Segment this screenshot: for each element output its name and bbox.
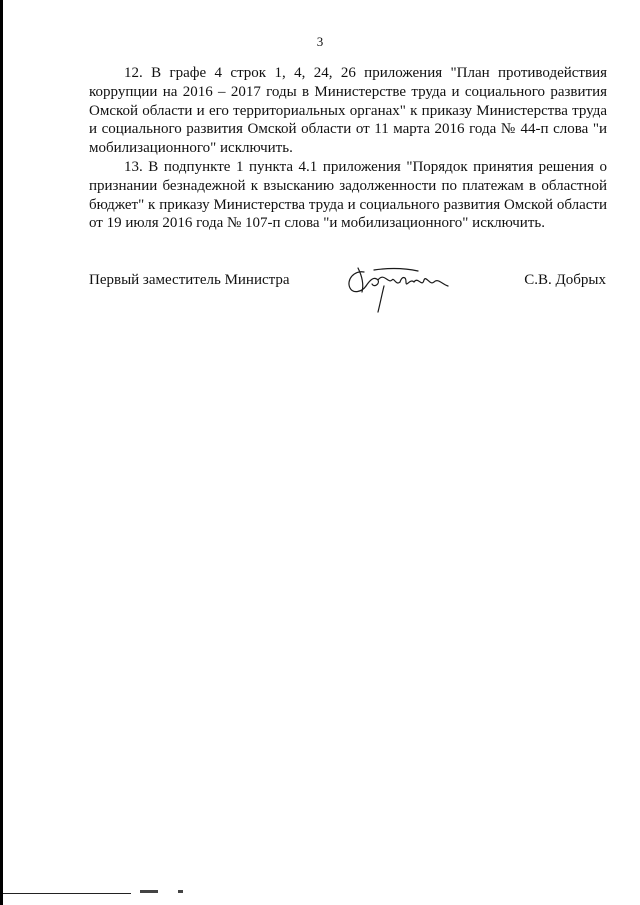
- paragraph-12: 12. В графе 4 строк 1, 4, 24, 26 приложения "План противодействия коррупции на 2016 – 2017 годы в Министерстве труда и социального развития Омской области и его территориальных органах" к приказу Министерства труда и социального развития Омской области от 11 марта 2016 года № 44-п слова "и мобилизационного" исключить.: [89, 65, 607, 157]
- scan-left-edge: [0, 0, 3, 905]
- page-number: 3: [316, 34, 324, 49]
- document-body: [89, 64, 607, 233]
- signatory-position: Первый заместитель Министра: [89, 272, 290, 288]
- handwritten-signature: [344, 262, 456, 314]
- footer-scan-mark: [178, 890, 183, 893]
- footer-scan-line: [3, 893, 131, 894]
- footer-scan-mark: [140, 890, 158, 893]
- paragraph-13: 13. В подпункте 1 пункта 4.1 приложения "Порядок принятия решения о признании безнадежной к взысканию задолженности по платежам в областной бюджет" к приказу Министерства труда и социального развития Омской области от 19 июля 2016 года № 107-п слова "и мобилизационного" исключить.: [89, 158, 607, 232]
- signatory-name: С.В. Добрых: [524, 272, 606, 288]
